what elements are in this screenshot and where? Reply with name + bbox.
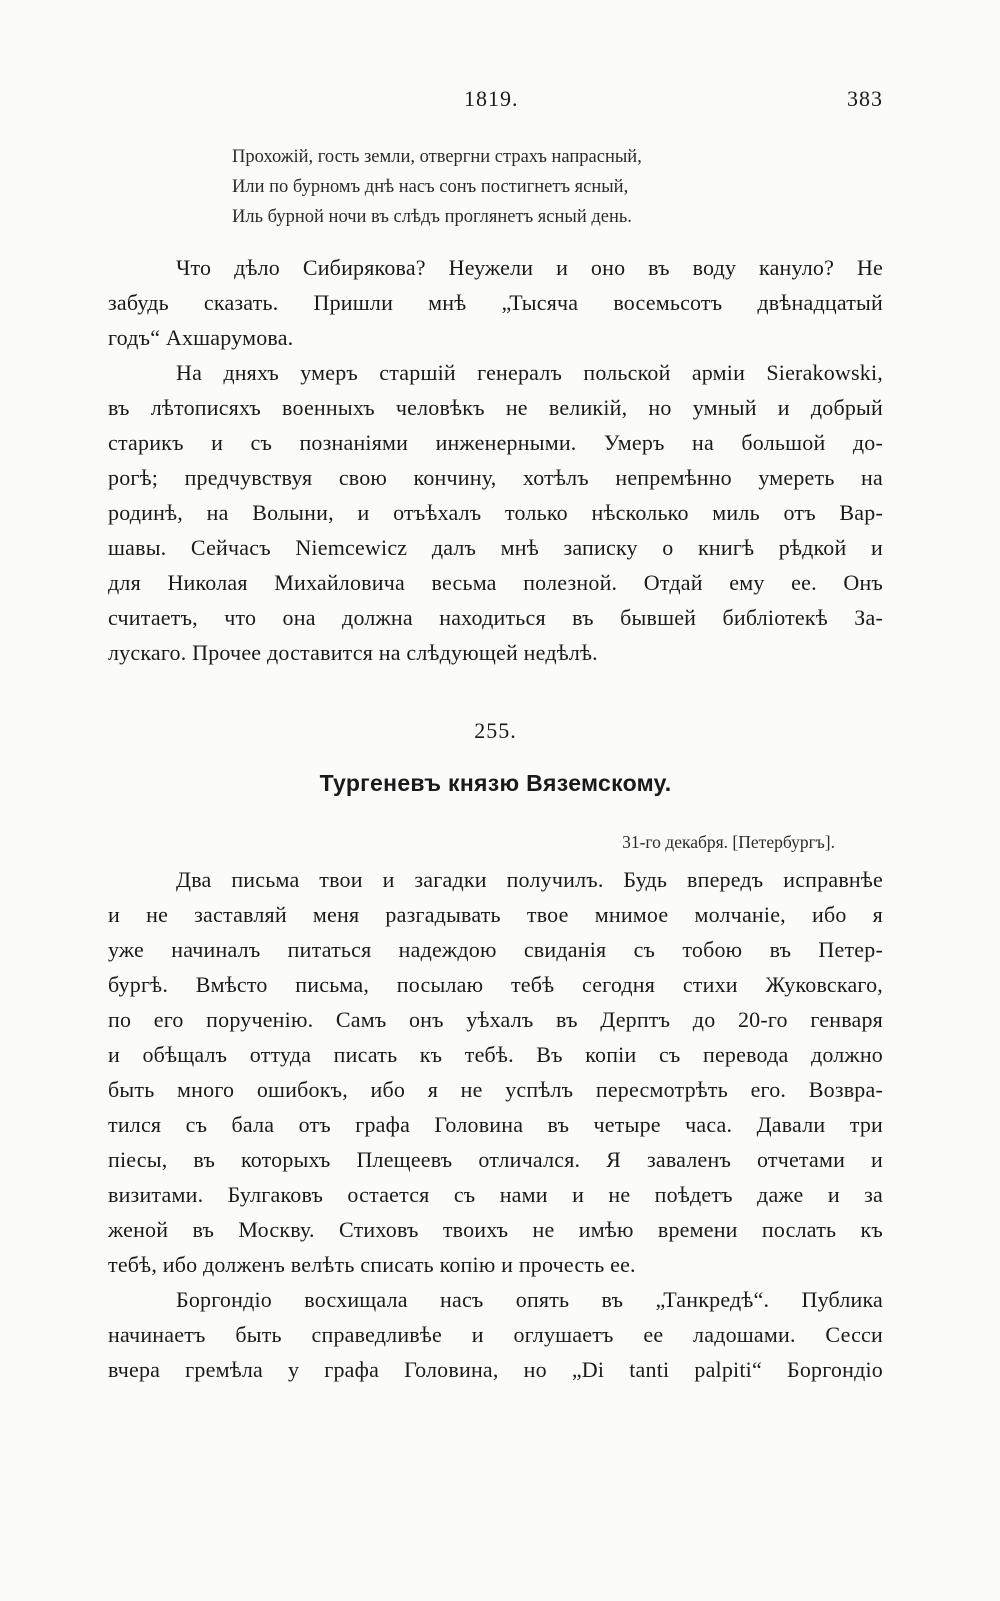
paragraph-letter-body xyxy=(108,862,883,1282)
letter-title: Тургеневъ князю Вяземскому. xyxy=(319,770,672,796)
paragraph-line: забудь сказать. Пришли мнѣ „Тысяча восемьсотъ двѣнадцатый xyxy=(108,290,883,315)
paragraph-line: начинаетъ быть справедливѣе и оглушаетъ ее ладошами. Сесси xyxy=(108,1322,883,1347)
verse-line: Или по бурномъ днѣ насъ сонъ постигнетъ ясный, xyxy=(232,177,629,197)
page-number: 383 xyxy=(847,86,883,111)
paragraph-line: считаетъ, что она должна находиться въ бывшей библіотекѣ За- xyxy=(108,605,883,630)
paragraph-line: и обѣщалъ оттуда писать къ тебѣ. Въ копіи съ перевода должно xyxy=(108,1042,883,1067)
letter-number: 255. xyxy=(474,718,517,743)
paragraph-line: годъ“ Ахшарумова. xyxy=(108,325,294,350)
paragraph-borgondio xyxy=(108,1282,883,1387)
verse-block xyxy=(232,142,642,232)
letter-dateline: 31-го декабря. [Петербургъ]. xyxy=(622,832,835,852)
verse-line: Прохожій, гость земли, отвергни страхъ напрасный, xyxy=(232,147,642,167)
paragraph-line: въ лѣтописяхъ военныхъ человѣкъ не великій, но умный и добрый xyxy=(108,395,883,420)
paragraph-line: родинѣ, на Волыни, и отъѣхалъ только нѣсколько миль отъ Вар- xyxy=(108,500,883,525)
paragraph-line: тился съ бала отъ графа Головина въ четыре часа. Давали три xyxy=(108,1112,883,1137)
paragraph-line: тебѣ, ибо долженъ велѣть списать копію и прочесть ее. xyxy=(108,1252,636,1277)
paragraph-line: старикъ и съ познаніями инженерными. Умеръ на большой до- xyxy=(108,430,883,455)
paragraph-line: быть много ошибокъ, ибо я не успѣлъ пересмотрѣть его. Возвра- xyxy=(108,1077,883,1102)
paragraph-line: лускаго. Прочее доставится на слѣдующей недѣлѣ. xyxy=(108,640,598,665)
paragraph-sierakowski xyxy=(108,355,883,670)
paragraph-line: піесы, въ которыхъ Плещеевъ отличался. Я заваленъ отчетами и xyxy=(108,1147,883,1172)
paragraph-line: шавы. Сейчасъ Niemcewicz далъ мнѣ записку о книгѣ рѣдкой и xyxy=(108,535,883,560)
paragraph-line: для Николая Михайловича весьма полезной. Отдай ему ее. Онъ xyxy=(108,570,883,595)
paragraph-line: бургѣ. Вмѣсто письма, посылаю тебѣ сегодня стихи Жуковскаго, xyxy=(108,972,883,997)
paragraph-line: Два письма твои и загадки получилъ. Будь впередъ исправнѣе xyxy=(176,867,883,892)
paragraph-line: рогѣ; предчувствуя свою кончину, хотѣлъ непремѣнно умереть на xyxy=(108,465,883,490)
paragraph-line: по его порученію. Самъ онъ уѣхалъ въ Дерптъ до 20-го генваря xyxy=(108,1007,883,1032)
running-head xyxy=(108,86,883,116)
paragraph-sibiryakov xyxy=(108,250,883,355)
running-head-year: 1819. xyxy=(464,86,519,111)
paragraph-line: визитами. Булгаковъ остается съ нами и не поѣдетъ даже и за xyxy=(108,1182,883,1207)
paragraph-line: уже начиналъ питаться надеждою свиданія съ тобою въ Петер- xyxy=(108,937,883,962)
paragraph-line: вчера гремѣла у графа Головина, но „Di tanti palpiti“ Боргондіо xyxy=(108,1357,883,1382)
paragraph-line: Что дѣло Сибирякова? Неужели и оно въ воду кануло? Не xyxy=(176,255,883,280)
paragraph-line: и не заставляй меня разгадывать твое мнимое молчаніе, ибо я xyxy=(108,902,883,927)
verse-line: Иль бурной ночи въ слѣдъ проглянетъ ясный день. xyxy=(232,207,632,227)
paragraph-line: женой въ Москву. Стиховъ твоихъ не имѣю времени послать къ xyxy=(108,1217,883,1242)
paragraph-line: Боргондіо восхищала насъ опять въ „Танкредѣ“. Публика xyxy=(176,1287,883,1312)
paragraph-line: На дняхъ умеръ старшій генералъ польской арміи Sierakowski, xyxy=(176,360,883,385)
